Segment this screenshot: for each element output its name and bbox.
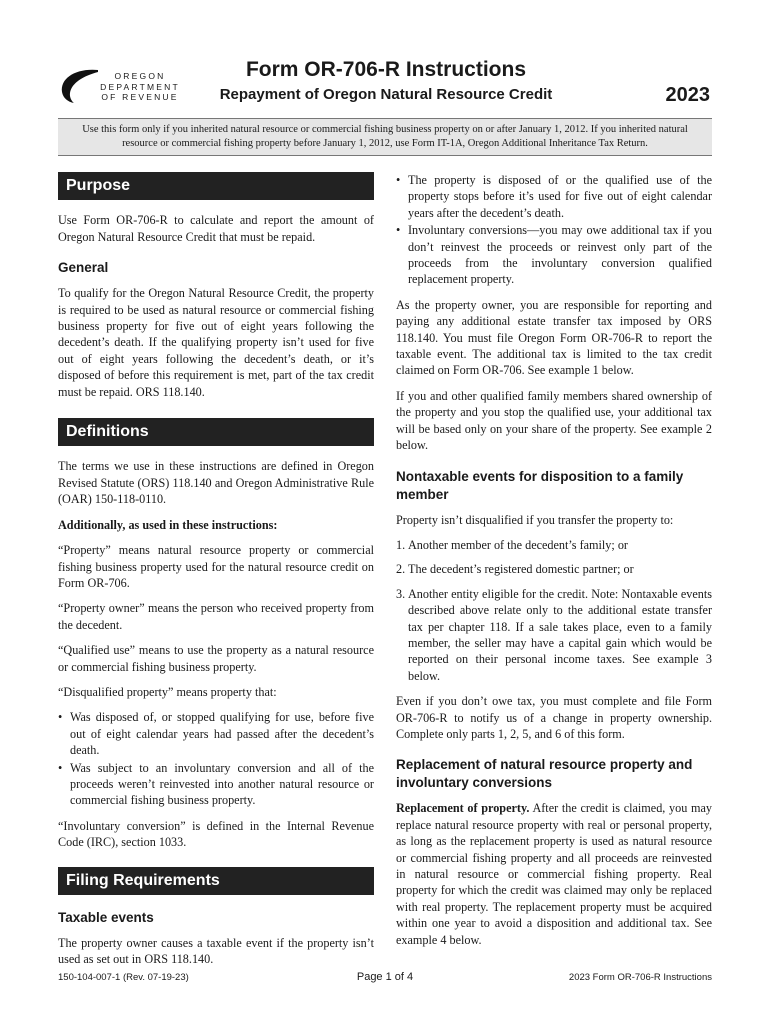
nontaxable-intro: Property isn’t disqualified if you transfer the property to: [396, 512, 674, 527]
logo-wordmark [100, 71, 180, 103]
usage-notice: Use this form only if you inherited natural resource or commercial fishing business property on or after January 1, 2012. If you inherited natural resource or commercial fishing property before January 1, 2012, use Form IT-1A, Oregon Additional Inheritance Tax Return. [58, 118, 712, 156]
list-item: • Was subject to an involuntary conversion and all of the proceeds weren’t reinvested into another natural resource or commercial fishing business property. [58, 760, 374, 809]
definition-qualified-use: “Qualified use” means to use the property as a natural resource or commercial fishing business property. [58, 643, 374, 674]
disqualified-list [58, 709, 374, 808]
nontaxable-events-heading: Nontaxable events for disposition to a family member [396, 468, 684, 502]
nontaxable-list [396, 537, 712, 684]
taxable-events-text: The property owner causes a taxable event if the property isn’t used as set out in ORS 118.140. [58, 936, 374, 967]
definition-involuntary-conversion: “Involuntary conversion” is defined in the Internal Revenue Code (IRC), section 1033. [58, 818, 374, 850]
oregon-revenue-logo [58, 66, 188, 106]
definitions-intro: The terms we use in these instructions are defined in Oregon Revised Statute (ORS) 118.140 and Oregon Administrative Rule (OAR) 150-118-0110. [58, 459, 374, 507]
list-item: • The property is disposed of or the qualified use of the property stops before it’s used for five out of eight calendar years after the decedent’s death. [396, 172, 712, 221]
item-number: 3. [396, 586, 406, 601]
replacement-body: After the credit is claimed, you may replace natural resource property with real or personal property, as long as the replacement property is used as natural resource or commercial fishing property and all proceeds are reinvested in natural resource or commercial fishing property. Real property for which the credit was claimed may only be replaced with real property. The replacement property must be acquired within one year to avoid a disposition and additional tax. See example 4 below. [396, 801, 712, 947]
list-item: • Was disposed of, or stopped qualifying for use, before five out of eight calendar years had passed after the decedent’s death. [58, 709, 374, 758]
taxable-events-list [396, 172, 712, 288]
general-text: To qualify for the Oregon Natural Resource Credit, the property is required to be used as natural resource or commercial fishing business property for five out of eight years following the decedent’s death. If the qualifying property isn’t used for five out of eight years following the decedent’s death, or it’s disposed of before this requirement is met, part of the tax credit must be repaid. ORS 118.140. [58, 286, 374, 399]
page-title: Form OR-706-R Instructions [245, 58, 527, 81]
item-text: The decedent’s registered domestic partner; or [408, 562, 634, 577]
list-item [396, 537, 712, 553]
purpose-text: Use Form OR-706-R to calculate and report the amount of Oregon Natural Resource Credit that must be repaid. [58, 213, 374, 244]
definition-property-owner: “Property owner” means the person who received property from the decedent. [58, 601, 374, 632]
list-item [396, 586, 712, 684]
purpose-heading: Purpose [58, 172, 374, 200]
logo-line-2: DEPARTMENT [100, 81, 180, 92]
left-column [58, 172, 374, 977]
page-subtitle: Repayment of Oregon Natural Resource Credit [219, 86, 553, 103]
definition-disqualified-property: “Disqualified property” means property that: [58, 684, 277, 699]
item-text: Another entity eligible for the credit. Note: Nontaxable events described above relate only to the additional estate transfer tax per chapter 118. If a sale takes place, even to a family member, the seller may have a capital gain which would be reported on their personal income taxes. See example 3 below. [408, 586, 712, 683]
notification-text: Even if you don’t owe tax, you must complete and file Form OR-706-R to notify us of a change in property ownership. Complete only parts 1, 2, 5, and 6 of this form. [396, 694, 712, 741]
item-text: Another member of the decedent’s family; or [408, 537, 628, 552]
general-heading: General [58, 260, 109, 276]
filing-requirements-heading: Filing Requirements [58, 867, 374, 895]
replacement-text [396, 800, 712, 948]
footer-form-name: 2023 Form OR-706-R Instructions [568, 972, 712, 983]
taxable-events-heading: Taxable events [58, 910, 154, 925]
item-number: 1. [396, 537, 406, 552]
logo-swoosh-icon [58, 66, 102, 106]
form-code: 150-104-007-1 (Rev. 07-19-23) [58, 972, 189, 983]
logo-line-1: OREGON [114, 71, 166, 81]
item-number: 2. [396, 562, 406, 577]
right-column [396, 172, 712, 957]
list-item [396, 561, 712, 577]
shared-ownership-text: If you and other qualified family members shared ownership of the property and you stop the qualified use, your additional tax will be based only on your share of the property. See example 2 below. [396, 388, 712, 453]
list-item: • Involuntary conversions—you may owe additional tax if you don’t reinvest the proceeds or reinvest only part of the proceeds from the involuntary conversion qualified replacement property. [396, 222, 712, 288]
definition-property: “Property” means natural resource property or commercial fishing business property used for the natural resource credit on Form OR-706. [58, 543, 374, 590]
owner-responsibility-text: As the property owner, you are responsible for reporting and paying any additional estate transfer tax imposed by ORS 118.140. You must file Oregon Form OR-706-R to report the taxable event. The additional tax is limited to the tax credit claimed on Form OR-706. See example 1 below. [396, 297, 712, 378]
tax-year: 2023 [665, 84, 710, 106]
definitions-heading: Definitions [58, 418, 374, 446]
replacement-lead: Replacement of property. [396, 801, 530, 816]
replacement-heading: Replacement of natural resource property and involuntary conversions [396, 757, 693, 791]
logo-line-3: OF REVENUE [101, 92, 179, 102]
page-number: Page 1 of 4 [356, 971, 414, 983]
definitions-additional: Additionally, as used in these instructions: [58, 517, 278, 532]
